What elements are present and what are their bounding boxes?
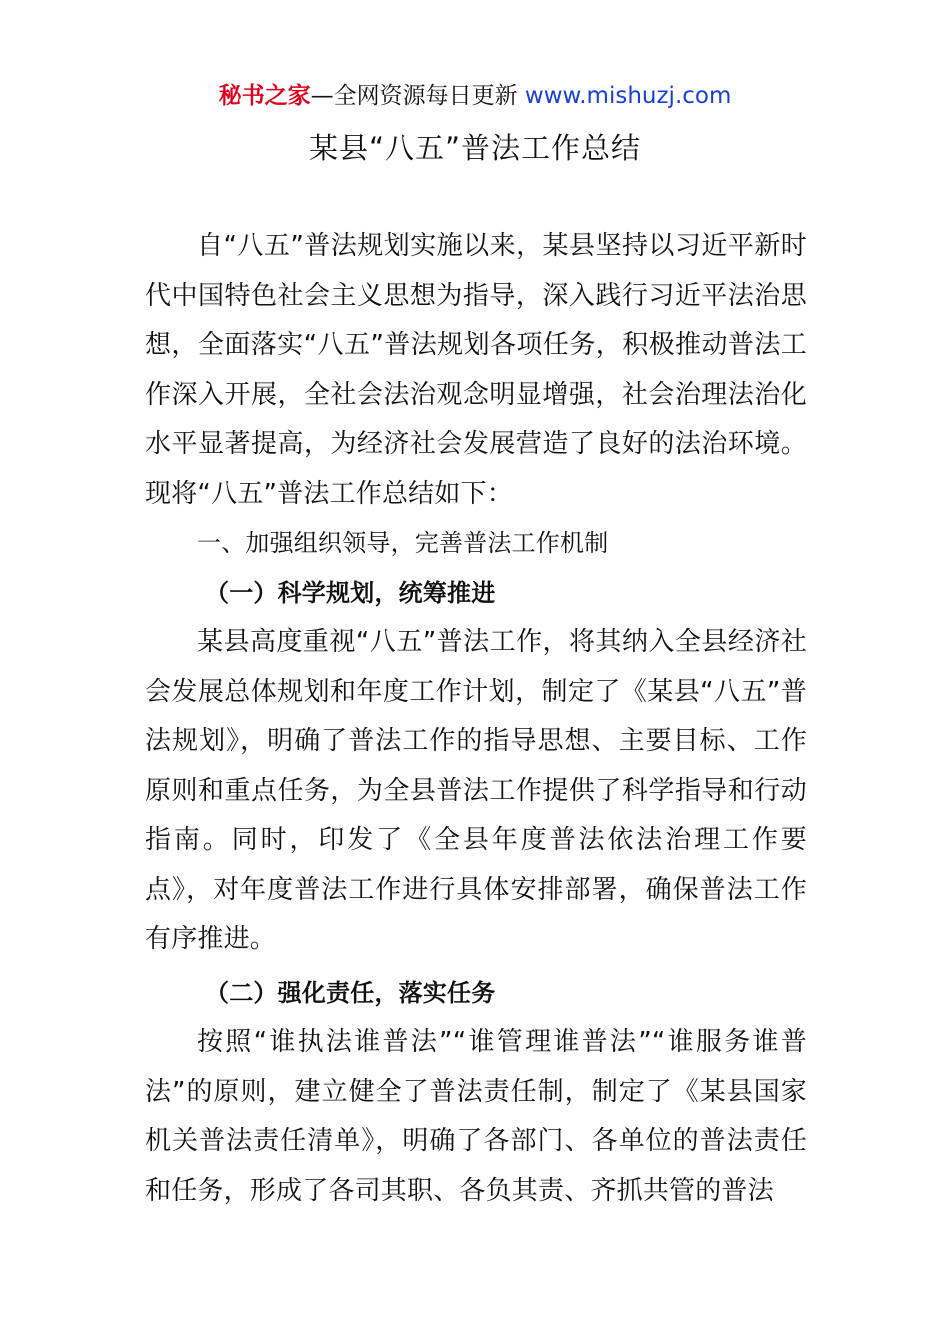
document-body <box>145 222 807 1216</box>
body-paragraph: 某县高度重视“八五”普法工作，将其纳入全县经济社会发展总体规划和年度工作计划，制定了《某县“八五”普法规划》，明确了普法工作的指导思想、主要目标、工作原则和重点任务，为全县普法工作提供了科学指导和行动指南。同时，印发了《全县年度普法依法治理工作要点》，对年度普法工作进行具体安排部署，确保普法工作有序推进。 <box>145 627 807 954</box>
banner-brand: 秘书之家 <box>218 83 311 109</box>
banner-url-link[interactable]: www.mishuzj.com <box>524 83 732 109</box>
banner-slogan: —全网资源每日更新 <box>310 83 525 109</box>
intro-paragraph: 自“八五”普法规划实施以来，某县坚持以习近平新时代中国特色社会主义思想为指导，深入践行习近平法治思想，全面落实“八五”普法规划各项任务，积极推动普法工作深入开展，全社会法治观念明显增强，社会治理法治化水平显著提高，为经济社会发展营造了良好的法治环境。现将“八五”普法工作总结如下： <box>145 231 807 509</box>
body-paragraph: 按照“谁执法谁普法”“谁管理谁普法”“谁服务谁普法”的原则，建立健全了普法责任制，制定了《某县国家机关普法责任清单》，明确了各部门、各单位的普法责任和任务，形成了各司其职、各负其责、齐抓共管的普法 <box>145 1027 807 1206</box>
site-banner <box>0 80 950 112</box>
subsection-heading: （一）科学规划，统筹推进 <box>205 578 496 607</box>
subsection-heading: （二）强化责任，落实任务 <box>205 978 496 1007</box>
document-title: 某县“八五”普法工作总结 <box>308 131 642 165</box>
section-heading: 一、加强组织领导，完善普法工作机制 <box>197 529 609 557</box>
